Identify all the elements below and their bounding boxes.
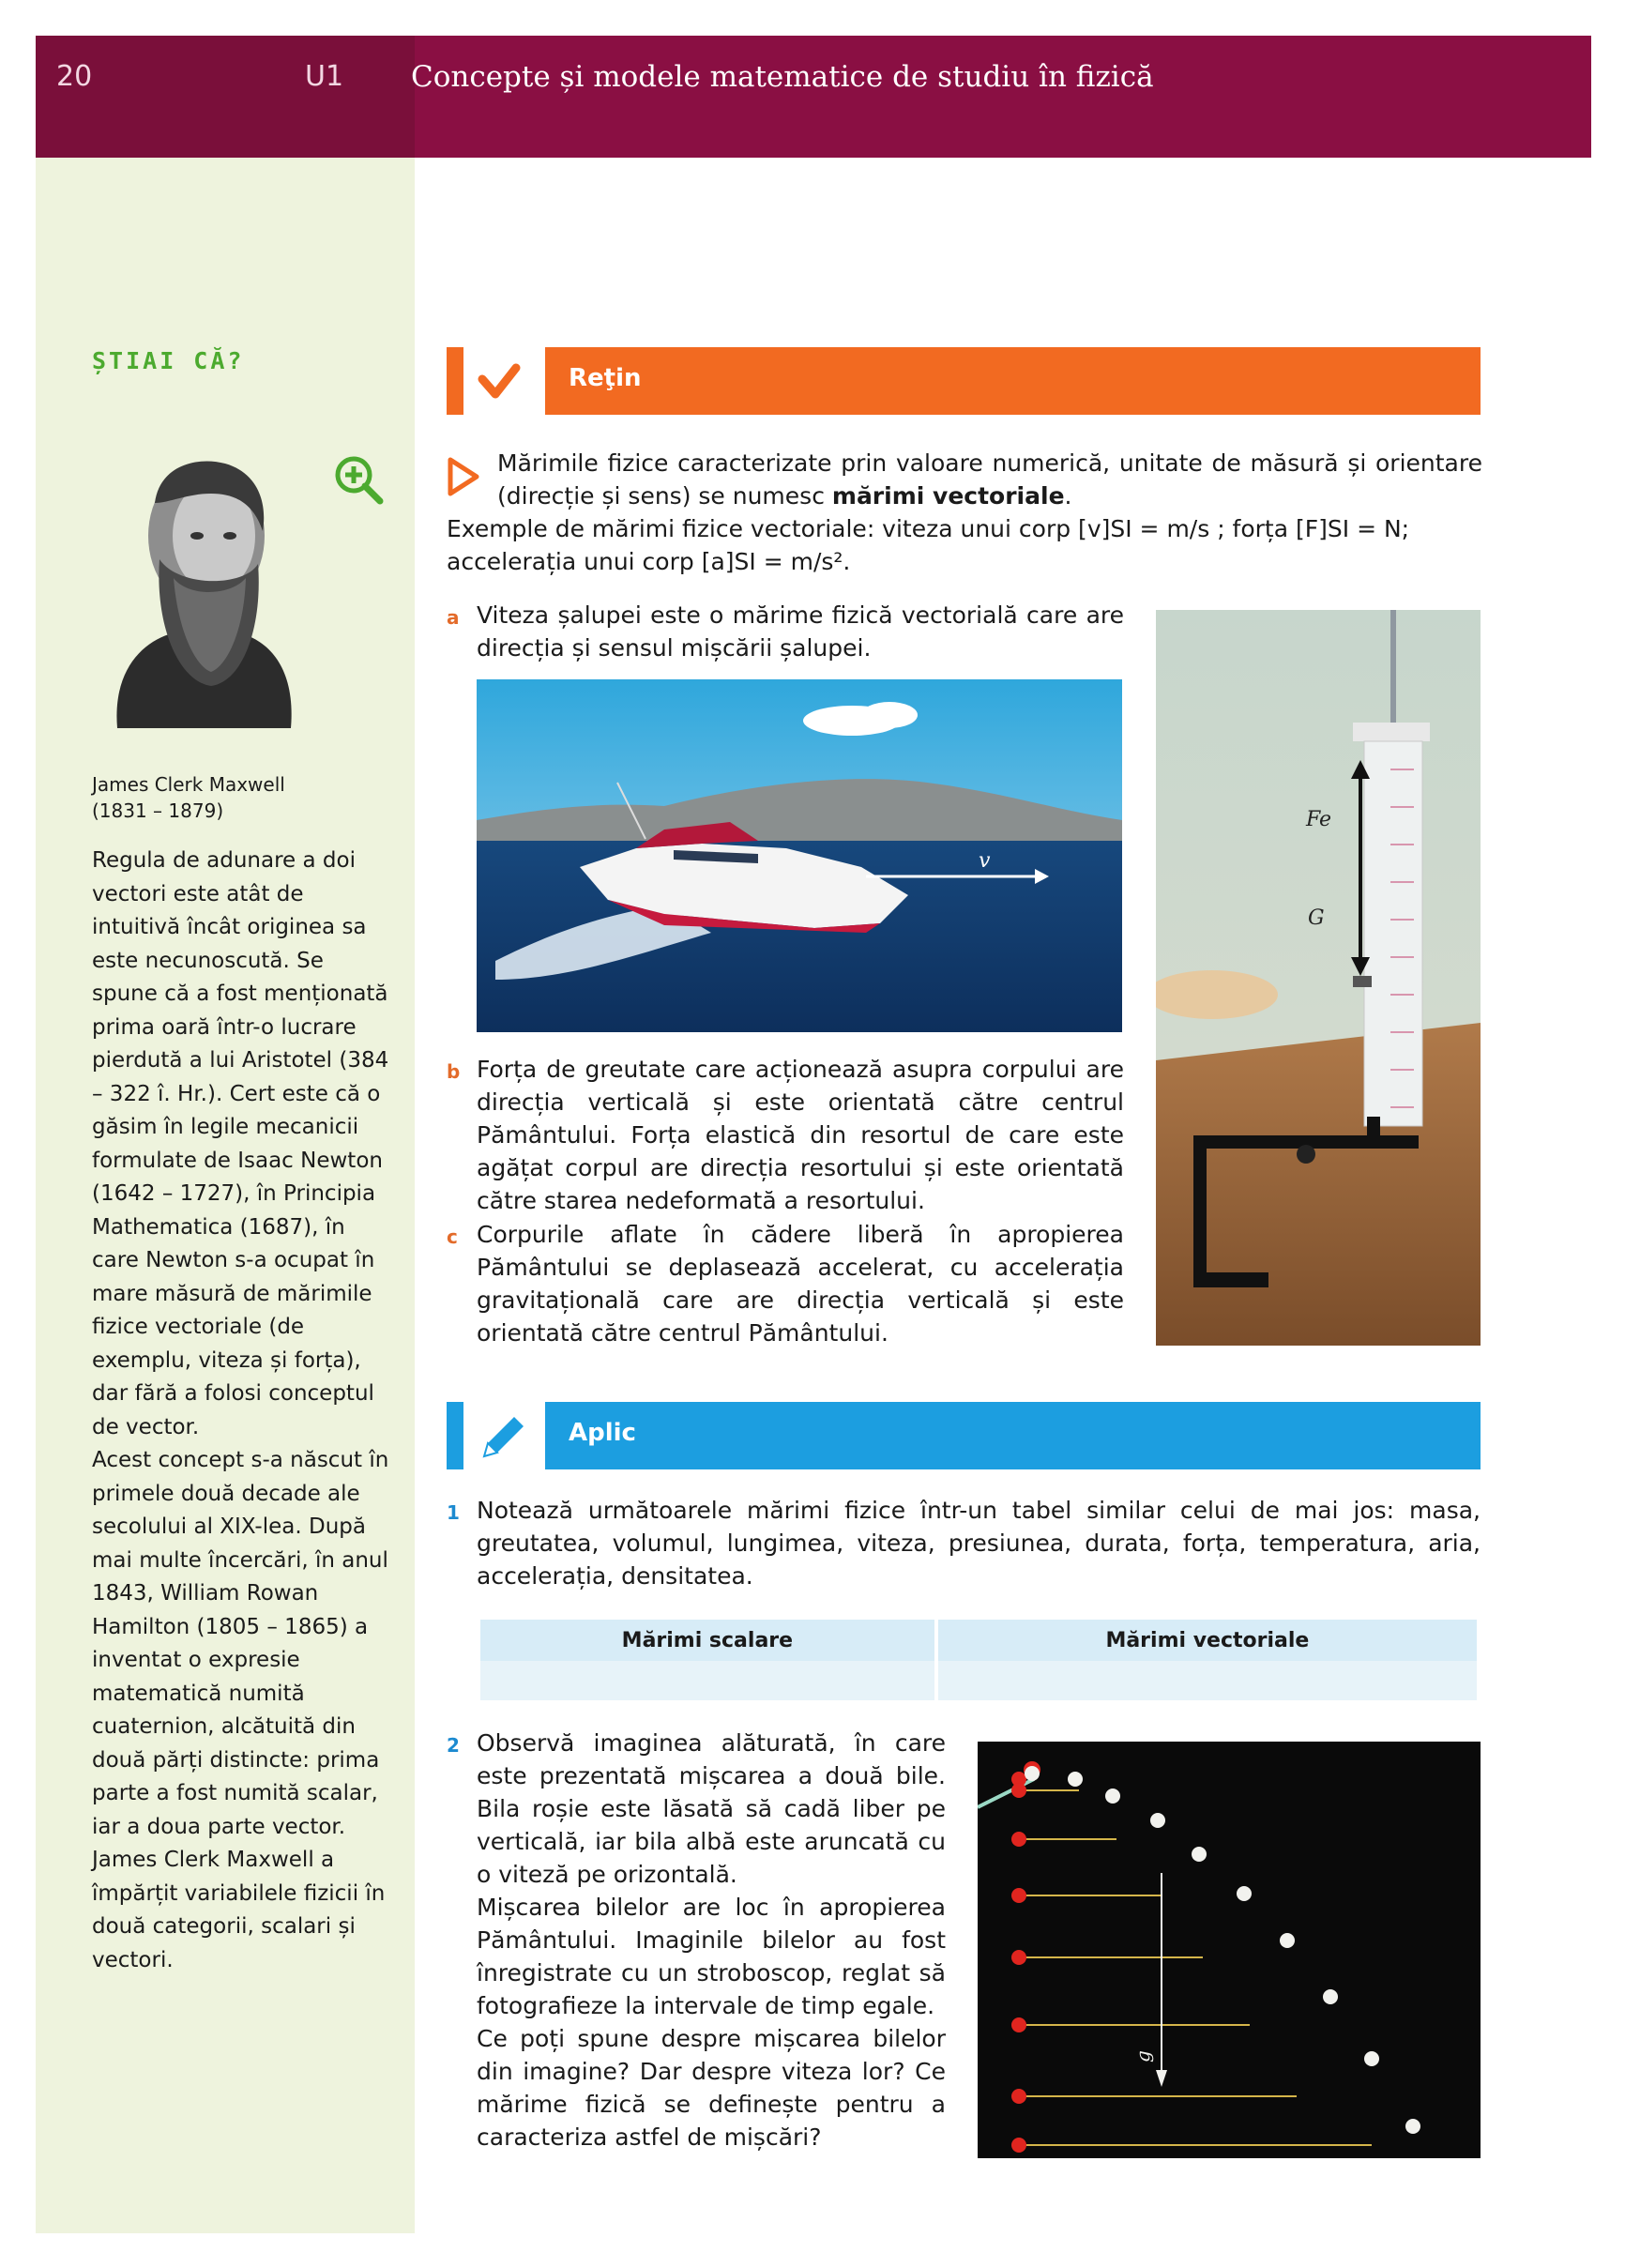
question-2-text — [477, 1727, 946, 2154]
maxwell-portrait — [103, 447, 305, 728]
item-a-text: Viteza șalupei este o mărime fizică vectorială care are direcția și sensul mișcării șalupei. — [477, 601, 1124, 662]
boat-vector-label: v — [979, 849, 991, 873]
table-row — [480, 1661, 1477, 1700]
item-letter: b — [447, 1060, 461, 1083]
sidebar-paragraph: Acest concept s-a născut în primele două decade ale secolului al XIX-lea. După mai multe încercări, în anul 1843, William Rowan Hamilton (1805 – 1865) a inventat o expresie matematică numită cuaternion, alcătuită din două părți distincte: prima parte a fost numită scalar, iar a doua parte vector. — [92, 1448, 389, 1839]
weight-label: G — [1308, 906, 1325, 930]
definition-end: . — [1064, 482, 1072, 510]
item-letter: c — [447, 1225, 458, 1248]
page-title: Concepte și modele matematice de studiu în fizică — [411, 60, 1154, 94]
table-cell[interactable] — [480, 1661, 934, 1700]
question-1-text: Notează următoarele mărimi fizice într-un tabel similar celui de mai jos: masa, greutatea, volumul, lungimea, viteza, presiunea, durata, forța, temperatura, aria, accelerația, densitatea. — [477, 1497, 1481, 1590]
spring-scale-image — [1156, 610, 1481, 1346]
caption-name: James Clerk Maxwell — [92, 773, 285, 796]
quantities-table — [477, 1620, 1481, 1700]
unit-label: U1 — [305, 60, 344, 93]
page-header — [36, 36, 1591, 158]
retin-icon-box — [447, 347, 545, 415]
speedboat-image — [477, 679, 1122, 1032]
sidebar-paragraph: Regula de adunare a doi vectori este atât de intuitivă încât originea sa este necunoscută. Se spune că a fost menționată prima oară într-o lucrare pierdută a lui Aristotel (384 – 322 î. Hr.). Cert este că o găsim în legile mecanicii formulate de Isaac Newton (1642 – 1727), în Principia Mathematica (1687), în care Newton s-a ocupat în mare măsură de mărimile fizice vectoriale (de exemplu, viteza și forța), dar fără a folosi conceptul de vector. — [92, 848, 389, 1439]
definition-bold: mărimi vectoriale — [831, 482, 1065, 510]
question-2-paragraph: Observă imaginea alăturată, în care este prezentată mișcarea a două bile. Bila roșie este lăsată să cadă liber pe verticală, iar bila albă este aruncată cu o viteză pe orizontală. — [477, 1729, 946, 1888]
gravity-vector-label: g — [1131, 2050, 1154, 2063]
item-b-text: Forța de greutate care acționează asupra corpului are direcția verticală și este orientată către centrul Pământului. Forța elastică din resortul de care este agățat corpul are direcția resortului și este orientată către starea nedeformată a resortului. — [477, 1056, 1124, 1214]
question-number: 2 — [447, 1734, 460, 1757]
table-header: Mărimi scalare — [480, 1620, 934, 1661]
question-2-paragraph: Ce poți spune despre mișcarea bilelor din imagine? Dar despre viteza lor? Ce mărime fizică se definește pentru a caracteriza astfel de mișcări? — [477, 2025, 946, 2151]
aplic-label: Aplic — [569, 1419, 636, 1447]
definition — [497, 447, 1482, 512]
caption-years: (1831 – 1879) — [92, 799, 224, 822]
examples: Exemple de mărimi fizice vectoriale: viteza unui corp [v]SI = m/s ; forța [F]SI = N; accelerația unui corp [a]SI = m/s². — [447, 515, 1410, 575]
item-c-text: Corpurile aflate în cădere liberă în apropierea Pământului se deplasează accelerat, cu accelerația gravitațională care are direcția verticală și este orientată către centrul Pământului. — [477, 1221, 1124, 1347]
item-letter: a — [447, 606, 460, 629]
aplic-icon-box — [447, 1402, 545, 1469]
question-number: 1 — [447, 1501, 460, 1524]
pencil-icon — [447, 1402, 545, 1469]
page-number: 20 — [56, 60, 93, 93]
table-header-row — [480, 1620, 1477, 1661]
definition-text: Mărimile fizice caracterizate prin valoare numerică, unitate de măsură și orientare (direcție și sens) se numesc — [497, 449, 1482, 510]
header-left-block — [36, 36, 415, 158]
stroboscope-image — [978, 1742, 1481, 2158]
sidebar-heading: ȘTIAI CĂ? — [92, 347, 245, 374]
question-2-paragraph: Mișcarea bilelor are loc în apropierea Pământului. Imaginile bilelor au fost înregistrate cu un stroboscop, reglat să fotografieze la intervale de timp egale. — [477, 1894, 946, 2019]
table-header: Mărimi vectoriale — [938, 1620, 1477, 1661]
retin-label: Reţin — [569, 364, 642, 392]
elastic-force-label: Fe — [1306, 808, 1332, 831]
play-triangle-icon — [447, 456, 480, 497]
checkmark-icon — [447, 347, 545, 415]
table-cell[interactable] — [938, 1661, 1477, 1700]
zoom-in-icon[interactable] — [333, 454, 386, 507]
retin-section-bar — [447, 347, 1481, 415]
portrait-caption — [92, 771, 285, 824]
aplic-section-bar — [447, 1402, 1481, 1469]
sidebar-paragraph: James Clerk Maxwell a împărțit variabilele fizicii în două categorii, scalari și vectori. — [92, 1848, 386, 1972]
sidebar-text — [92, 845, 392, 1977]
